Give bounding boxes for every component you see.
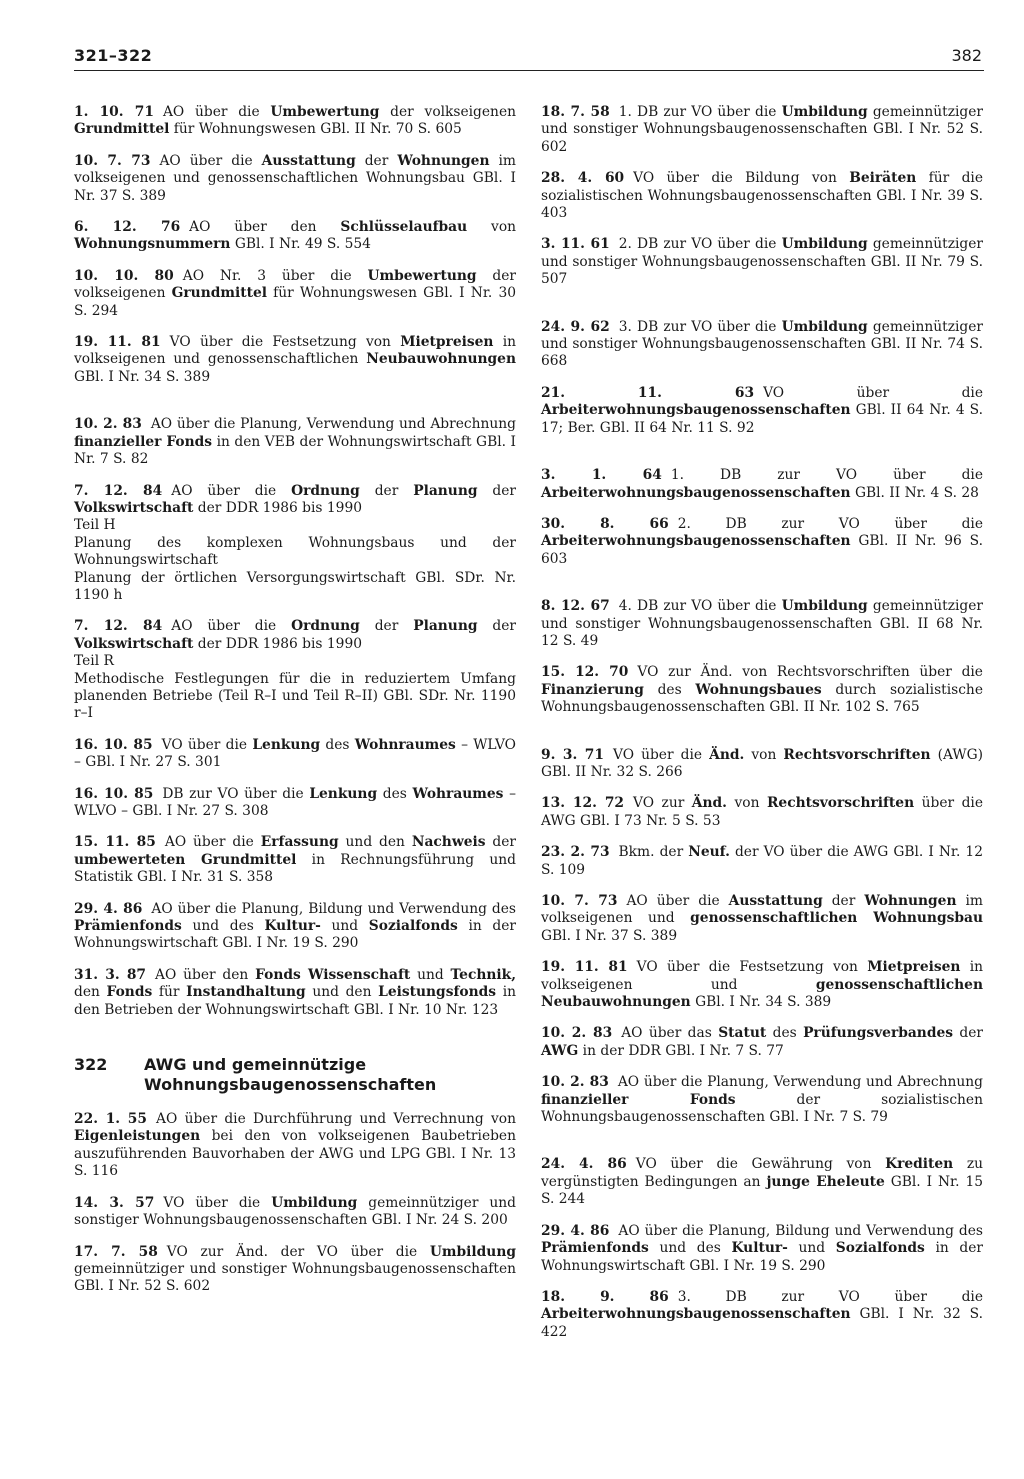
law-entry [541, 1025, 983, 1060]
entry-text: der [359, 618, 414, 635]
entry-date: 31. 3. 87 [74, 966, 147, 983]
entry-keyword: Umbewertung [270, 104, 380, 120]
section-title: AWG und gemeinnützige Wohnungsbaugenossenschaften [144, 1055, 437, 1095]
entry-keyword: Nachweis [411, 834, 486, 851]
entry-text: zu vergünstigten Bedingungen an [541, 1156, 984, 1190]
entry-keyword: Prämienfonds [74, 918, 182, 935]
entry-text: AO über den [189, 219, 341, 236]
entry-keyword: Volkswirtschaft [74, 499, 194, 516]
entry-text: durch sozialistische Wohnungsbaugenossenschaften GBl. II Nr. 102 S. 765 [541, 681, 983, 716]
entry-keyword: Änd. [691, 795, 727, 812]
entry-text: VO über die Gewährung von [635, 1156, 886, 1173]
entry-keyword: Wohnraumes [354, 736, 456, 753]
entry-text: AO über die [162, 104, 271, 120]
entry-keyword: Statut [718, 1025, 767, 1042]
entry-text: gemeinnütziger und sonstiger Wohnungsbaugenossenschaften GBl. II Nr. 79 S. 507 [541, 236, 983, 288]
entry-keyword: Fonds Wissenschaft [255, 966, 411, 983]
entry-text: – WLVO – GBl. I Nr. 27 S. 301 [74, 736, 516, 771]
entry-keyword: finanzieller Fonds [74, 433, 213, 450]
entry-text: der sozialistischen Wohnungsbaugenossenschaften GBl. I Nr. 7 S. 79 [541, 1091, 983, 1126]
entry-date: 10. 7. 73 [541, 893, 618, 909]
entry-keyword: Instandhaltung [186, 984, 306, 1001]
entry-date: 3. 1. 64 [541, 467, 662, 484]
entry-keyword: genossenschaftlichen Neubauwohnungen [541, 976, 983, 1011]
entry-text: von [726, 795, 767, 812]
entry-keyword: Wohnungsbaues [695, 681, 822, 698]
entry-keyword: Arbeiterwohnungsbaugenossenschaften [541, 484, 851, 501]
entry-date: 22. 1. 55 [74, 1111, 148, 1128]
entry-keyword: Wohraumes [412, 785, 504, 802]
entry-keyword: Umbildung [781, 318, 868, 335]
entry-keyword: Umbildung [781, 236, 868, 253]
entry-text: AO über die Planung, Bildung und Verwendung des [151, 900, 516, 917]
entry-text: im volkseigenen und genossenschaftlichen Wohnungsbau GBl. I Nr. 37 S. 389 [74, 152, 517, 204]
entry-keyword: Ordnung [291, 618, 360, 635]
entry-keyword: Mietpreisen [867, 959, 961, 976]
entry-text: in volkseigenen und [541, 959, 984, 993]
entry-line: Methodische Festlegungen für die in reduziertem Umfang planenden Betriebe (Teil R–I und Teil R–II) GBl. SDr. Nr. 1190 r–I [74, 670, 516, 722]
entry-date: 29. 4. 86 [541, 1222, 610, 1239]
entry-date: 1. 10. 71 [74, 104, 154, 120]
entry-text: der DDR 1986 bis 1990 [193, 499, 363, 516]
entry-text: AO über die Planung, Verwendung und Abrechnung [150, 416, 516, 433]
entry-keyword: Umbewertung [367, 267, 477, 284]
entry-keyword: Sozialfonds [835, 1240, 925, 1257]
law-entry [541, 844, 983, 879]
entry-keyword: AWG [541, 1042, 579, 1059]
entry-text: GBl. I Nr. 34 S. 389 [690, 994, 832, 1011]
right-entry-list [541, 104, 983, 1341]
entry-line: Teil H [74, 517, 116, 534]
law-entry [74, 901, 516, 953]
section-number: 322 [74, 1055, 108, 1075]
entry-keyword: Prüfungsverbandes [803, 1025, 954, 1042]
left-column [74, 104, 516, 1296]
entry-keyword: Technik, [450, 966, 517, 983]
entry-date: 10. 10. 80 [74, 267, 174, 284]
entry-date: 23. 2. 73 [541, 844, 610, 861]
entry-text: Bkm. der [618, 844, 689, 861]
entry-text: VO über die [763, 384, 983, 401]
entry-date: 28. 4. 60 [541, 170, 625, 187]
entry-date: 29. 4. 86 [74, 900, 143, 917]
entry-keyword: umbewerteten Grundmittel [74, 851, 297, 868]
entry-date: 15. 11. 85 [74, 834, 156, 851]
entry-keyword: Arbeiterwohnungsbaugenossenschaften [541, 533, 851, 550]
entry-text: und des [648, 1240, 732, 1257]
entry-text: GBl. I Nr. 37 S. 389 [541, 927, 678, 944]
entry-text: AO über die [171, 618, 292, 635]
entry-text: gemeinnütziger und sonstiger Wohnungsbaugenossenschaften GBl. I Nr. 52 S. 602 [541, 104, 983, 155]
law-entry [74, 416, 516, 468]
entry-text: der [953, 1025, 983, 1042]
entry-date: 13. 12. 72 [541, 795, 625, 812]
entry-keyword: junge Eheleute [766, 1173, 885, 1190]
entry-text: AO über die Planung, Bildung und Verwendung des [618, 1222, 983, 1239]
entry-line: Planung des komplexen Wohnungsbaus und der Wohnungswirtschaft [74, 534, 516, 569]
page-header [74, 46, 984, 72]
entry-keyword: genossenschaftlichen Wohnungsbau [690, 910, 983, 927]
entry-text: in volkseigenen und genossenschaftlichen [74, 334, 517, 368]
entry-text: VO über die [612, 746, 710, 763]
law-entry [74, 737, 516, 772]
law-entry [74, 153, 516, 205]
entry-text: der [477, 482, 517, 499]
entry-text: VO über die [161, 736, 253, 753]
law-entry [541, 104, 983, 156]
section-range: 321–322 [74, 46, 153, 65]
entry-keyword: Arbeiterwohnungsbaugenossenschaften [541, 402, 851, 419]
entry-text: des [643, 681, 696, 698]
entry-text: in Rechnungsführung und Statistik GBl. I Nr. 31 S. 358 [74, 851, 516, 886]
entry-text: und [410, 966, 451, 983]
entry-text: DB zur VO über die [162, 785, 310, 802]
entry-keyword: Rechtsvorschriften [766, 795, 915, 812]
entry-text: für die sozialistischen Wohnungsbaugenossenschaften GBl. I Nr. 39 S. 403 [541, 170, 983, 222]
entry-text: über die AWG GBl. I 73 Nr. 5 S. 53 [541, 795, 983, 829]
entry-keyword: Leistungsfonds [378, 984, 497, 1001]
entry-text: in der DDR GBl. I Nr. 7 S. 77 [578, 1042, 784, 1059]
entry-text: und des [181, 918, 265, 935]
law-entry [541, 467, 983, 502]
entry-date: 19. 11. 81 [541, 959, 628, 976]
entry-date: 8. 12. 67 [541, 598, 610, 615]
entry-keyword: Neubauwohnungen [366, 351, 516, 368]
entry-text: VO zur [633, 795, 692, 812]
entry-text: AO über die Planung, Verwendung und Abrechnung [617, 1074, 983, 1091]
law-entry [541, 1289, 983, 1341]
entry-keyword: Sozialfonds [368, 918, 458, 935]
entry-text: GBl. II Nr. 4 S. 28 [850, 484, 979, 501]
entry-text: gemeinnütziger und sonstiger Wohnungsbaugenossenschaften GBl. I Nr. 52 S. 602 [74, 1260, 516, 1295]
entry-text: und den [338, 834, 412, 851]
entry-keyword: Fonds [106, 984, 153, 1001]
law-entry [74, 483, 516, 605]
entry-keyword: Mietpreisen [400, 334, 494, 351]
entry-text: AO über die [626, 893, 729, 909]
law-entry [541, 385, 983, 437]
law-entry [541, 1223, 983, 1275]
entry-text: den [74, 984, 107, 1001]
entry-text: der volkseigenen [74, 267, 516, 302]
entry-keyword: Schlüsselaufbau [340, 219, 468, 236]
entry-date: 30. 8. 66 [541, 515, 669, 532]
entry-keyword: Finanzierung [541, 681, 644, 698]
entry-keyword: Planung [413, 482, 478, 499]
entry-keyword: Änd. [709, 746, 745, 763]
entry-keyword: finanzieller Fonds [541, 1091, 736, 1108]
entry-text: in den Betrieben der Wohnungswirtschaft GBl. I Nr. 10 Nr. 123 [74, 984, 516, 1018]
entry-keyword: Erfassung [260, 834, 339, 851]
entry-date: 18. 7. 58 [541, 104, 610, 120]
entry-text: 3. DB zur VO über die [618, 318, 782, 335]
entry-keyword: Lenkung [252, 736, 321, 753]
law-entry [74, 1111, 516, 1181]
entry-text: GBl. I Nr. 32 S. 422 [541, 1306, 983, 1340]
entry-keyword: Wohnungen [397, 152, 490, 169]
entry-keyword: Planung [413, 618, 478, 635]
law-entry [541, 170, 983, 222]
right-column [541, 104, 983, 1341]
entry-keyword: Beiräten [849, 170, 917, 187]
entry-text: GBl. I Nr. 49 S. 554 [230, 236, 371, 253]
entry-text: AO über den [155, 966, 256, 983]
entry-text: 4. DB zur VO über die [618, 598, 782, 615]
entry-text: im volkseigenen und [541, 893, 984, 927]
entry-date: 18. 9. 86 [541, 1288, 669, 1305]
entry-date: 16. 10. 85 [74, 785, 154, 802]
entry-text: – WLVO – GBl. I Nr. 27 S. 308 [74, 785, 516, 819]
entry-text: VO zur Änd. von Rechtsvorschriften über die [637, 664, 983, 681]
entry-keyword: Umbildung [429, 1243, 516, 1260]
entry-text: gemeinnütziger und sonstiger Wohnungsbaugenossenschaften GBl. II 68 Nr. 12 S. 49 [541, 598, 983, 649]
entry-text: der [485, 834, 516, 851]
entry-keyword: Rechtsvorschriften [783, 746, 931, 763]
entry-keyword: Kultur- [264, 918, 321, 935]
entry-keyword: Neuf. [688, 844, 730, 861]
entry-text: in der Wohnungswirtschaft GBl. I Nr. 19 S. 290 [74, 918, 516, 952]
section-entry-list [74, 1111, 516, 1296]
law-entry [74, 219, 516, 254]
entry-text: GBl. II 64 Nr. 4 S. 17; Ber. GBl. II 64 Nr. 11 S. 92 [541, 402, 983, 436]
page-number: 382 [951, 46, 982, 65]
entry-text: 2. DB zur VO über die [677, 515, 983, 532]
entry-keyword: Grundmittel [74, 121, 170, 138]
entry-keyword: Volkswirtschaft [74, 635, 194, 652]
entry-text: der [822, 893, 865, 909]
entry-keyword: Ausstattung [728, 893, 823, 909]
entry-keyword: Grundmittel [171, 285, 267, 302]
entry-text: gemeinnütziger und sonstiger Wohnungsbaugenossenschaften GBl. II Nr. 74 S. 668 [541, 318, 983, 370]
law-entry [541, 747, 983, 782]
entry-text: GBl. I Nr. 34 S. 389 [74, 368, 211, 385]
entry-date: 10. 2. 83 [541, 1025, 613, 1042]
law-entry [74, 786, 516, 821]
entry-text: von [467, 219, 517, 236]
entry-date: 17. 7. 58 [74, 1243, 158, 1260]
entry-line: Teil R [74, 653, 114, 670]
entry-keyword: Ordnung [291, 482, 360, 499]
entry-text: 1. DB zur VO über die [670, 467, 983, 484]
header-rule [74, 70, 984, 71]
entry-text: GBl. II Nr. 96 S. 603 [541, 533, 983, 567]
law-entry [541, 795, 983, 830]
entry-keyword: Ausstattung [261, 152, 356, 169]
entry-keyword: Umbildung [781, 598, 868, 615]
entry-text: GBl. I Nr. 15 S. 244 [541, 1173, 984, 1208]
entry-date: 10. 2. 83 [74, 416, 142, 433]
entry-keyword: Kultur- [731, 1240, 788, 1257]
left-entry-list [74, 104, 516, 1019]
entry-text: der DDR 1986 bis 1990 [193, 635, 363, 652]
entry-text: in der Wohnungswirtschaft GBl. I Nr. 19 S. 290 [541, 1240, 983, 1274]
law-entry [541, 236, 983, 288]
entry-text: AO über die [164, 834, 261, 851]
entry-text: in den VEB der Wohnungswirtschaft GBl. I Nr. 7 S. 82 [74, 433, 516, 468]
entry-text: für Wohnungswesen GBl. II Nr. 70 S. 605 [169, 121, 462, 138]
entry-keyword: Wohnungsnummern [74, 236, 231, 253]
entry-text: VO zur Änd. der VO über die [166, 1243, 430, 1260]
law-entry [74, 268, 516, 320]
entry-date: 7. 12. 84 [74, 618, 163, 635]
entry-date: 14. 3. 57 [74, 1194, 155, 1211]
entry-date: 24. 4. 86 [541, 1156, 627, 1173]
entry-date: 16. 10. 85 [74, 736, 153, 753]
law-entry [74, 618, 516, 722]
entry-text: für Wohnungswesen GBl. I Nr. 30 S. 294 [74, 285, 516, 319]
entry-text: AO über die [159, 152, 262, 169]
entry-text: VO über die [163, 1194, 272, 1211]
entry-date: 19. 11. 81 [74, 334, 161, 351]
entry-date: 15. 12. 70 [541, 664, 629, 681]
law-entry [541, 959, 983, 1011]
section-heading [74, 1055, 516, 1095]
entry-text: bei den von volkseigenen Baubetrieben auszuführenden Bauvorhaben der AWG und LPG GBl. I Nr. 13 S. 116 [74, 1128, 516, 1180]
entry-keyword: Krediten [885, 1156, 954, 1173]
entry-text: und den [305, 984, 379, 1001]
entry-text: (AWG) GBl. II Nr. 32 S. 266 [541, 746, 983, 780]
entry-text: VO über die Bildung von [633, 170, 850, 187]
law-entry [541, 664, 983, 716]
law-entry [541, 516, 983, 568]
entry-text: der [355, 152, 398, 169]
entry-date: 9. 3. 71 [541, 746, 604, 763]
entry-text: für [152, 984, 187, 1001]
law-entry [74, 1195, 516, 1230]
entry-date: 7. 12. 84 [74, 482, 163, 499]
entry-date: 10. 7. 73 [74, 152, 151, 169]
entry-keyword: Arbeiterwohnungsbaugenossenschaften [541, 1306, 851, 1323]
law-entry [541, 1156, 983, 1208]
entry-text: des [766, 1025, 804, 1042]
entry-text: AO über die Durchführung und Verrechnung von [156, 1111, 517, 1128]
entry-text: der [359, 482, 414, 499]
law-entry [74, 1244, 516, 1296]
entry-keyword: Wohnungen [864, 893, 957, 909]
entry-text: der volkseigenen [379, 104, 516, 120]
entry-text: von [744, 746, 784, 763]
entry-text: der VO über die AWG GBl. I Nr. 12 S. 109 [541, 844, 983, 878]
entry-keyword: Umbildung [781, 104, 868, 120]
entry-text: 2. DB zur VO über die [618, 236, 782, 253]
entry-date: 21. 11. 63 [541, 384, 755, 401]
entry-date: 10. 2. 83 [541, 1074, 609, 1091]
entry-text: und [320, 918, 369, 935]
entry-text: VO über die Festsetzung von [169, 334, 401, 351]
entry-text: des [320, 736, 355, 753]
entry-text: 1. DB zur VO über die [618, 104, 782, 120]
entry-text: 3. DB zur VO über die [677, 1288, 983, 1305]
entry-text: der [477, 618, 517, 635]
law-entry [74, 834, 516, 886]
entry-text: und [787, 1240, 836, 1257]
law-entry [541, 1074, 983, 1126]
law-entry [74, 334, 516, 386]
law-entry [541, 598, 983, 650]
entry-date: 24. 9. 62 [541, 318, 610, 335]
entry-keyword: Umbildung [271, 1194, 358, 1211]
entry-text: gemeinnütziger und sonstiger Wohnungsbaugenossenschaften GBl. I Nr. 24 S. 200 [74, 1194, 516, 1229]
entry-date: 6. 12. 76 [74, 219, 181, 236]
entry-text: VO über die Festsetzung von [636, 959, 868, 976]
law-entry [74, 967, 516, 1019]
entry-keyword: Eigenleistungen [74, 1128, 201, 1145]
entry-text: AO über die [171, 482, 292, 499]
law-entry [541, 893, 983, 945]
entry-keyword: Prämienfonds [541, 1240, 649, 1257]
law-entry [74, 104, 516, 139]
entry-date: 3. 11. 61 [541, 236, 610, 253]
entry-text: des [377, 785, 413, 802]
entry-keyword: Lenkung [309, 785, 378, 802]
law-entry [541, 319, 983, 371]
entry-text: AO über das [621, 1025, 719, 1042]
entry-text: AO Nr. 3 über die [182, 267, 368, 284]
entry-line: Planung der örtlichen Versorgungswirtschaft GBl. SDr. Nr. 1190 h [74, 569, 516, 603]
